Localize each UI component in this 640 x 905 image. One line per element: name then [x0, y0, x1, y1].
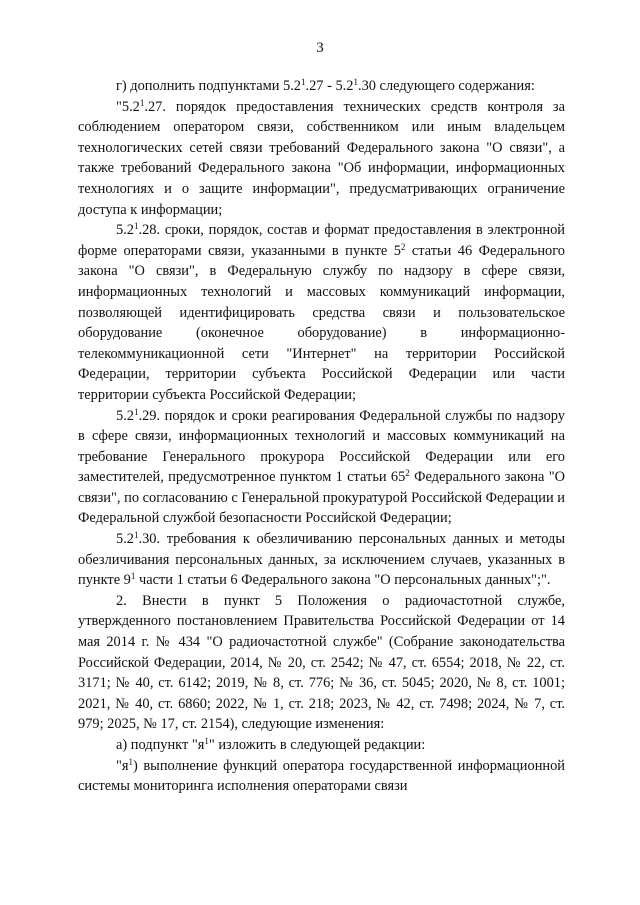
page-number: 3 [316, 40, 324, 56]
text-run: .30. требования к обезличиванию персональных данных и методы обезличивания персональных данных, за исключением случаев, указанных в пункте 9 [78, 531, 565, 589]
paragraph-p5 [78, 529, 565, 591]
text-run: статьи 46 Федерального закона "О связи", в Федеральную службу по надзору в сфере связи, информационных технологий и массовых коммуникаций информации, позволяющей идентифицировать средства связи и пользовательское оборудование (оконечное оборудование) в информационно-телекоммуникационной сети "Интернет" на территории Российской Федерации, территории субъекта Российской Федерации или части территории субъекта Российской Федерации; [78, 242, 565, 403]
paragraph-p8 [78, 756, 565, 797]
superscript: 1 [301, 77, 306, 87]
document-body [78, 76, 565, 797]
superscript: 2 [405, 468, 410, 479]
paragraph-p6 [78, 591, 565, 735]
text-run: .30 следующего содержания: [357, 78, 535, 94]
paragraph-p4 [78, 406, 565, 530]
text-run: .27. порядок предоставления технических средств контроля за соблюдением оператором связи, собственником или иным владельцем технологических сетей связи требований Федерального закона "О связи", а также требований Федерального закона "Об информации, информационных технологиях и о защите информации", предусматривающих ограничение доступа к информации; [78, 98, 565, 218]
text-run: .28. сроки, порядок, состав и формат предоставления в электронной форме операторами связи, указанными в пункте 5 [78, 222, 565, 259]
superscript: 1 [134, 530, 139, 541]
text-run: 5.2 [116, 531, 134, 548]
superscript: 2 [400, 241, 406, 252]
paragraph-p1 [78, 76, 565, 97]
superscript: 1 [204, 736, 209, 746]
superscript: 1 [130, 571, 136, 582]
paragraph-p3 [78, 220, 565, 405]
superscript: 1 [128, 756, 133, 767]
text-run: Федерального закона "О связи", по согласованию с Генеральной прокуратурой Российской Федерации и Федеральной службой безопасности Российской Федерации; [78, 469, 565, 527]
text-run: 2. Внести в пункт 5 Положения о радиочастотной службе, утвержденного постановлением Правительства Российской Федерации от 14 мая 2014 г. № 434 "О радиочастотной службе" (Собрание законодательства Российской Федерации, 2014, № 20, ст. 2542; № 47, ст. 6554; 2018, № 22, ст. 3171; № 40, ст. 6142; 2019, № 8, ст. 776; № 36, ст. 5045; 2020, № 8, ст. 1001; 2021, № 40, ст. 6860; 2022, № 1, ст. 218; 2023, № 42, ст. 7498; 2024, № 7, ст. 979; 2025, № 17, ст. 2154), следующие изменения: [78, 592, 565, 733]
text-run: " изложить в следующей редакции: [208, 737, 426, 753]
text-run: г) дополнить подпунктами 5.2 [116, 78, 301, 94]
text-run: 5.2 [116, 222, 134, 239]
text-run: "5.2 [116, 98, 140, 115]
superscript: 1 [134, 406, 139, 417]
text-run: части 1 статьи 6 Федерального закона "О персональных данных";". [135, 572, 551, 589]
text-run: "я [116, 757, 129, 774]
superscript: 1 [353, 77, 358, 87]
superscript: 1 [134, 221, 139, 232]
text-run: 5.2 [116, 407, 134, 424]
text-run: .27 - 5.2 [305, 78, 354, 94]
paragraph-p7 [78, 735, 565, 756]
superscript: 1 [139, 97, 145, 108]
paragraph-p2 [78, 97, 565, 221]
text-run: ) выполнение функций оператора государственной информационной системы мониторинга исполнения операторами связи [78, 757, 565, 795]
text-run: .29. порядок и сроки реагирования Федеральной службы по надзору в сфере связи, информационных технологий и массовых коммуникаций на требование Генерального прокурора Российской Федерации или его заместителей, предусмотренное пунктом 1 статьи 65 [78, 407, 565, 486]
text-run: а) подпункт "я [116, 737, 205, 753]
